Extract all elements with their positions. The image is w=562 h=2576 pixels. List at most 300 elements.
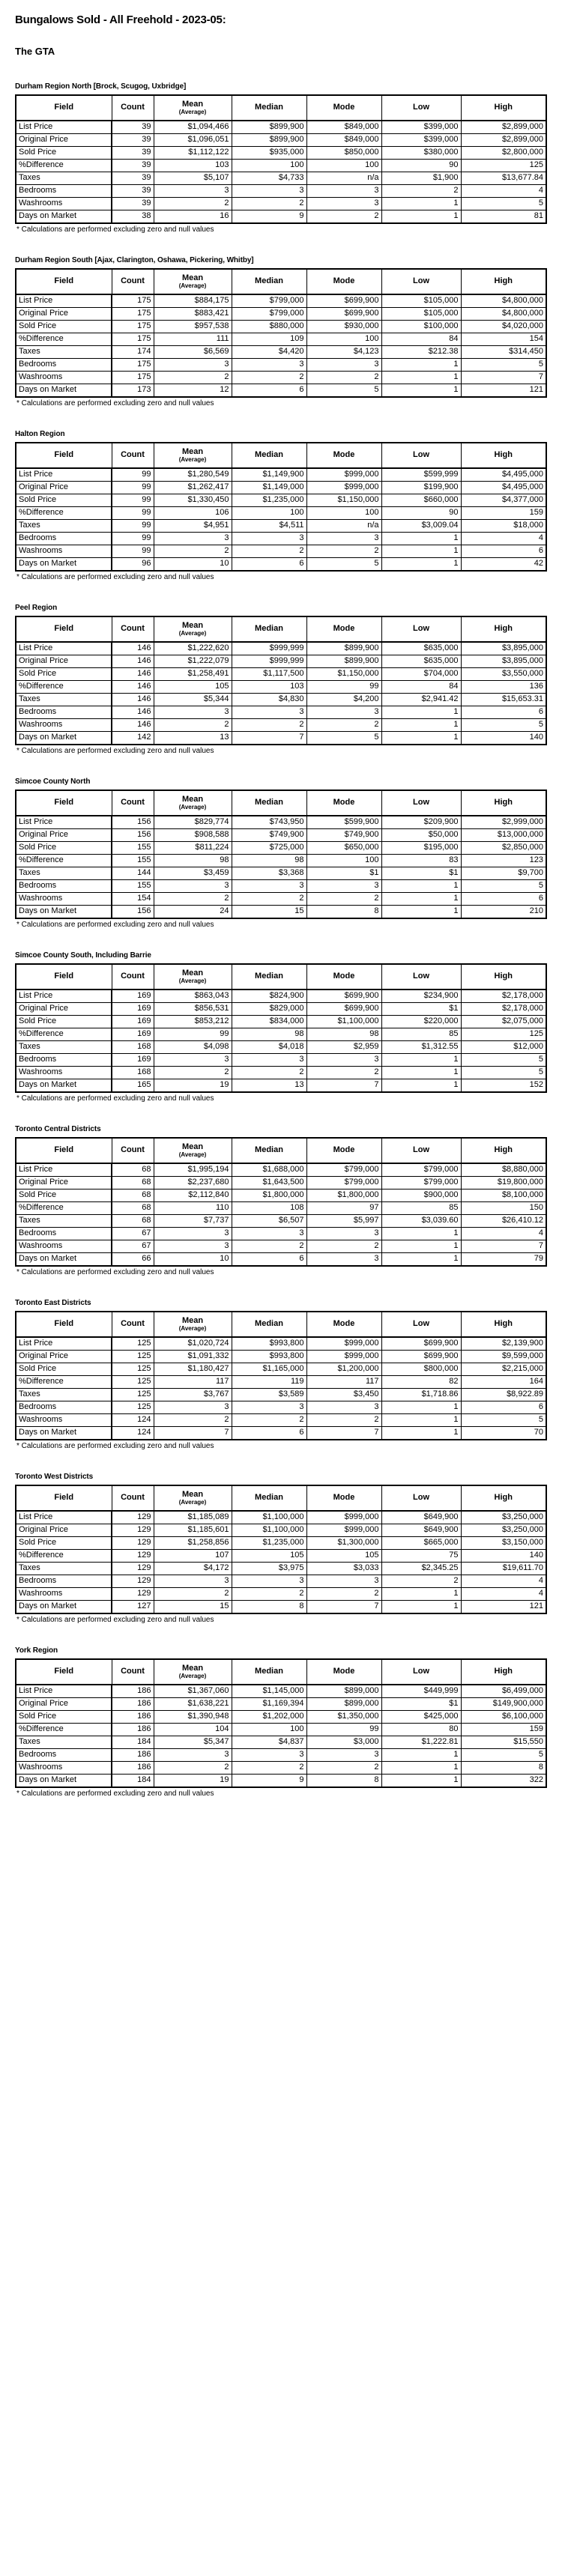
cell-high: 159	[461, 507, 546, 520]
cell-mean: 3	[154, 1054, 232, 1067]
table-row	[16, 694, 546, 706]
table-header-row	[16, 1659, 546, 1685]
cell-mean: $1,390,948	[154, 1711, 232, 1724]
cell-median: $1,202,000	[232, 1711, 306, 1724]
cell-high: $4,377,000	[461, 494, 546, 507]
table-row	[16, 1202, 546, 1215]
cell-median: 3	[232, 1401, 306, 1414]
column-header-median: Median	[232, 95, 306, 121]
cell-field: Taxes	[16, 694, 112, 706]
cell-mode: 100	[306, 160, 381, 172]
column-header-mode: Mode	[306, 1312, 381, 1337]
column-header-mean-sub: (Average)	[178, 1672, 207, 1679]
cell-field: Sold Price	[16, 321, 112, 333]
cell-count: 125	[112, 1401, 154, 1414]
cell-count: 129	[112, 1537, 154, 1550]
cell-mode: $849,000	[306, 121, 381, 134]
cell-mode: 98	[306, 1028, 381, 1041]
cell-field: Washrooms	[16, 719, 112, 732]
table-row	[16, 1762, 546, 1775]
cell-mean: 3	[154, 1228, 232, 1240]
cell-high: 5	[461, 880, 546, 893]
cell-field: %Difference	[16, 1376, 112, 1389]
table-row	[16, 1351, 546, 1363]
cell-high: $2,800,000	[461, 147, 546, 160]
cell-count: 68	[112, 1163, 154, 1177]
cell-low: $212.38	[381, 346, 461, 359]
table-row	[16, 384, 546, 398]
cell-median: 2	[232, 372, 306, 384]
cell-count: 39	[112, 147, 154, 160]
column-header-median: Median	[232, 1485, 306, 1511]
cell-low: $1,222.81	[381, 1736, 461, 1749]
cell-median: $3,589	[232, 1389, 306, 1401]
cell-median: $4,018	[232, 1041, 306, 1054]
column-header-median: Median	[232, 269, 306, 294]
cell-median: $1,235,000	[232, 494, 306, 507]
cell-high: 5	[461, 1067, 546, 1079]
cell-mean: 3	[154, 1575, 232, 1588]
cell-count: 39	[112, 185, 154, 198]
table-row	[16, 1736, 546, 1749]
cell-median: 98	[232, 1028, 306, 1041]
cell-mean: $1,094,466	[154, 121, 232, 134]
table-row	[16, 642, 546, 655]
cell-median: 7	[232, 732, 306, 745]
cell-mode: 5	[306, 558, 381, 572]
column-header-mean-main: Mean	[181, 1664, 204, 1673]
cell-count: 169	[112, 1054, 154, 1067]
cell-low: 1	[381, 1588, 461, 1601]
cell-median: $799,000	[232, 294, 306, 308]
cell-median: $4,830	[232, 694, 306, 706]
cell-low: 1	[381, 1775, 461, 1788]
cell-mode: 3	[306, 1401, 381, 1414]
cell-low: 1	[381, 1414, 461, 1427]
cell-count: 186	[112, 1711, 154, 1724]
cell-high: $4,495,000	[461, 468, 546, 482]
cell-high: $4,495,000	[461, 482, 546, 494]
cell-mode: $1,150,000	[306, 494, 381, 507]
cell-mean: $7,737	[154, 1215, 232, 1228]
table-row	[16, 1698, 546, 1711]
column-header-count: Count	[112, 790, 154, 816]
cell-mean: 16	[154, 210, 232, 224]
cell-mode: $899,900	[306, 655, 381, 668]
cell-field: Washrooms	[16, 198, 112, 210]
column-header-mean-main: Mean	[181, 1142, 204, 1152]
column-header-mean-sub: (Average)	[178, 1324, 207, 1332]
cell-median: $1,149,000	[232, 482, 306, 494]
cell-mean: $5,344	[154, 694, 232, 706]
cell-count: 99	[112, 507, 154, 520]
column-header-mode: Mode	[306, 790, 381, 816]
cell-mean: $1,091,332	[154, 1351, 232, 1363]
region-section	[9, 778, 553, 929]
cell-count: 174	[112, 346, 154, 359]
cell-median: 98	[232, 855, 306, 867]
cell-field: Days on Market	[16, 906, 112, 919]
cell-count: 146	[112, 706, 154, 719]
cell-mode: 5	[306, 384, 381, 398]
cell-high: $26,410.12	[461, 1215, 546, 1228]
cell-mean: 3	[154, 359, 232, 372]
column-header-mean-sub: (Average)	[178, 108, 207, 115]
cell-low: 1	[381, 545, 461, 558]
table-row	[16, 1414, 546, 1427]
cell-median: $1,145,000	[232, 1685, 306, 1698]
cell-count: 186	[112, 1685, 154, 1698]
cell-mean: $1,096,051	[154, 134, 232, 147]
cell-count: 99	[112, 545, 154, 558]
cell-mode: 3	[306, 1228, 381, 1240]
cell-median: $999,999	[232, 642, 306, 655]
table-row	[16, 1524, 546, 1537]
table-row	[16, 829, 546, 842]
column-header-count: Count	[112, 95, 154, 121]
column-header-mean-sub: (Average)	[178, 1151, 207, 1158]
column-header-mean	[154, 269, 232, 294]
cell-field: %Difference	[16, 855, 112, 867]
column-header-low: Low	[381, 790, 461, 816]
table-row	[16, 867, 546, 880]
cell-low: 1	[381, 533, 461, 545]
cell-median: 3	[232, 1749, 306, 1762]
column-header-count: Count	[112, 964, 154, 990]
table-row	[16, 1028, 546, 1041]
cell-mode: 2	[306, 1588, 381, 1601]
cell-mean: $5,347	[154, 1736, 232, 1749]
cell-median: 100	[232, 1724, 306, 1736]
table-header-row	[16, 1485, 546, 1511]
cell-count: 39	[112, 160, 154, 172]
cell-high: $3,895,000	[461, 655, 546, 668]
cell-mode: 3	[306, 880, 381, 893]
cell-count: 168	[112, 1041, 154, 1054]
cell-field: Bedrooms	[16, 880, 112, 893]
cell-field: Washrooms	[16, 545, 112, 558]
column-header-low: Low	[381, 269, 461, 294]
column-header-mean-main: Mean	[181, 100, 204, 109]
cell-high: 4	[461, 1575, 546, 1588]
table-row	[16, 372, 546, 384]
cell-mean: $863,043	[154, 990, 232, 1003]
cell-mean: $1,020,724	[154, 1337, 232, 1351]
cell-field: Original Price	[16, 1003, 112, 1016]
cell-mode: $650,000	[306, 842, 381, 855]
cell-low: 85	[381, 1202, 461, 1215]
region-title: Simcoe County North	[15, 778, 91, 786]
cell-low: 1	[381, 1749, 461, 1762]
cell-median: 103	[232, 681, 306, 694]
cell-field: Days on Market	[16, 1775, 112, 1788]
cell-high: 150	[461, 1202, 546, 1215]
column-header-count: Count	[112, 269, 154, 294]
table-row	[16, 359, 546, 372]
cell-mean: 3	[154, 1749, 232, 1762]
cell-low: 84	[381, 681, 461, 694]
cell-low: 1	[381, 210, 461, 224]
cell-mean: $856,531	[154, 1003, 232, 1016]
cell-mode: $699,900	[306, 990, 381, 1003]
cell-mode: $999,000	[306, 1524, 381, 1537]
table-row	[16, 1401, 546, 1414]
cell-mode: $999,000	[306, 482, 381, 494]
cell-field: Washrooms	[16, 1588, 112, 1601]
cell-low: 1	[381, 1054, 461, 1067]
column-header-high: High	[461, 443, 546, 468]
cell-mode: 2	[306, 545, 381, 558]
cell-field: Original Price	[16, 829, 112, 842]
cell-high: $3,550,000	[461, 668, 546, 681]
table-row	[16, 1537, 546, 1550]
cell-count: 127	[112, 1601, 154, 1614]
column-header-low: Low	[381, 1138, 461, 1163]
cell-high: 121	[461, 1601, 546, 1614]
stats-table	[15, 1485, 547, 1614]
cell-mean: 10	[154, 1253, 232, 1267]
cell-high: 123	[461, 855, 546, 867]
cell-mean: $4,098	[154, 1041, 232, 1054]
cell-mode: $1,800,000	[306, 1189, 381, 1202]
cell-field: %Difference	[16, 507, 112, 520]
cell-mean: 10	[154, 558, 232, 572]
cell-low: $105,000	[381, 308, 461, 321]
cell-high: $2,178,000	[461, 990, 546, 1003]
cell-mean: 2	[154, 1762, 232, 1775]
cell-count: 186	[112, 1724, 154, 1736]
cell-low: 1	[381, 732, 461, 745]
cell-median: $4,837	[232, 1736, 306, 1749]
cell-median: $1,100,000	[232, 1511, 306, 1524]
cell-low: $2,345.25	[381, 1563, 461, 1575]
table-row	[16, 1601, 546, 1614]
cell-count: 142	[112, 732, 154, 745]
cell-median: $6,507	[232, 1215, 306, 1228]
cell-median: $993,800	[232, 1337, 306, 1351]
stats-table	[15, 790, 547, 919]
column-header-count: Count	[112, 1312, 154, 1337]
cell-mode: $799,000	[306, 1163, 381, 1177]
cell-field: Washrooms	[16, 1762, 112, 1775]
cell-field: Taxes	[16, 1389, 112, 1401]
cell-field: Original Price	[16, 1177, 112, 1189]
cell-field: Days on Market	[16, 732, 112, 745]
stats-table	[15, 442, 547, 572]
cell-low: $50,000	[381, 829, 461, 842]
cell-count: 175	[112, 333, 154, 346]
cell-field: Sold Price	[16, 1537, 112, 1550]
cell-median: $993,800	[232, 1351, 306, 1363]
cell-mean: $829,774	[154, 816, 232, 829]
column-header-mean	[154, 616, 232, 642]
cell-low: 84	[381, 333, 461, 346]
table-row	[16, 507, 546, 520]
column-header-field: Field	[16, 616, 112, 642]
table-row	[16, 1215, 546, 1228]
cell-low: $1,312.55	[381, 1041, 461, 1054]
cell-low: $800,000	[381, 1363, 461, 1376]
cell-mean: 3	[154, 1401, 232, 1414]
cell-mean: $1,330,450	[154, 494, 232, 507]
cell-low: $399,000	[381, 134, 461, 147]
cell-low: $660,000	[381, 494, 461, 507]
cell-mean: 2	[154, 719, 232, 732]
region-section	[9, 430, 553, 581]
cell-median: 3	[232, 359, 306, 372]
cell-mode: 5	[306, 732, 381, 745]
cell-low: 75	[381, 1550, 461, 1563]
cell-high: 5	[461, 1749, 546, 1762]
cell-mean: $1,180,427	[154, 1363, 232, 1376]
cell-low: $105,000	[381, 294, 461, 308]
cell-median: $1,100,000	[232, 1524, 306, 1537]
cell-field: Sold Price	[16, 494, 112, 507]
region-section	[9, 951, 553, 1103]
table-row	[16, 1041, 546, 1054]
cell-field: Bedrooms	[16, 1575, 112, 1588]
cell-high: 140	[461, 732, 546, 745]
cell-median: 2	[232, 1067, 306, 1079]
region-title: Durham Region North [Brock, Scugog, Uxbridge]	[15, 82, 187, 91]
cell-mode: $5,997	[306, 1215, 381, 1228]
cell-field: List Price	[16, 468, 112, 482]
cell-median: 2	[232, 1762, 306, 1775]
cell-low: $900,000	[381, 1189, 461, 1202]
cell-median: $749,900	[232, 829, 306, 842]
stats-table	[15, 1658, 547, 1788]
cell-count: 125	[112, 1389, 154, 1401]
region-title: Halton Region	[15, 430, 65, 438]
cell-high: $2,178,000	[461, 1003, 546, 1016]
cell-median: $1,800,000	[232, 1189, 306, 1202]
cell-field: Washrooms	[16, 1240, 112, 1253]
cell-field: Days on Market	[16, 1427, 112, 1440]
cell-median: $3,975	[232, 1563, 306, 1575]
cell-high: $13,677.84	[461, 172, 546, 185]
table-row	[16, 668, 546, 681]
cell-mean: 19	[154, 1079, 232, 1093]
cell-mean: $1,262,417	[154, 482, 232, 494]
cell-mode: 100	[306, 333, 381, 346]
table-row	[16, 1240, 546, 1253]
cell-mode: $999,000	[306, 468, 381, 482]
cell-mean: $1,185,601	[154, 1524, 232, 1537]
cell-high: 154	[461, 333, 546, 346]
cell-mean: 106	[154, 507, 232, 520]
cell-low: $635,000	[381, 642, 461, 655]
cell-high: $3,150,000	[461, 1537, 546, 1550]
region-section	[9, 604, 553, 755]
cell-field: Bedrooms	[16, 359, 112, 372]
cell-low: 83	[381, 855, 461, 867]
region-section	[9, 1473, 553, 1624]
column-header-mode: Mode	[306, 95, 381, 121]
cell-mode: 3	[306, 1253, 381, 1267]
cell-mode: $4,123	[306, 346, 381, 359]
cell-median: 2	[232, 719, 306, 732]
cell-mode: $4,200	[306, 694, 381, 706]
cell-median: 2	[232, 1414, 306, 1427]
cell-count: 129	[112, 1563, 154, 1575]
footnote: * Calculations are performed excluding zero and null values	[16, 1094, 214, 1103]
cell-median: $3,368	[232, 867, 306, 880]
cell-high: $2,139,900	[461, 1337, 546, 1351]
table-row	[16, 990, 546, 1003]
cell-low: $2,941.42	[381, 694, 461, 706]
cell-mode: 7	[306, 1079, 381, 1093]
cell-high: 164	[461, 1376, 546, 1389]
cell-high: 152	[461, 1079, 546, 1093]
stats-table	[15, 963, 547, 1093]
cell-low: $209,900	[381, 816, 461, 829]
cell-low: $635,000	[381, 655, 461, 668]
cell-mode: $1,100,000	[306, 1016, 381, 1028]
cell-field: Original Price	[16, 1698, 112, 1711]
cell-mean: 103	[154, 160, 232, 172]
cell-low: 1	[381, 558, 461, 572]
cell-low: 1	[381, 880, 461, 893]
cell-count: 67	[112, 1240, 154, 1253]
cell-low: 1	[381, 906, 461, 919]
cell-high: 125	[461, 160, 546, 172]
cell-count: 66	[112, 1253, 154, 1267]
stats-table	[15, 94, 547, 224]
table-row	[16, 1163, 546, 1177]
cell-mean: 98	[154, 855, 232, 867]
region-title: Toronto Central Districts	[15, 1125, 101, 1133]
cell-field: List Price	[16, 816, 112, 829]
table-row	[16, 706, 546, 719]
cell-count: 146	[112, 681, 154, 694]
cell-high: $314,450	[461, 346, 546, 359]
table-row	[16, 1054, 546, 1067]
table-header-row	[16, 443, 546, 468]
column-header-low: Low	[381, 1485, 461, 1511]
cell-count: 99	[112, 520, 154, 533]
cell-low: 90	[381, 507, 461, 520]
cell-count: 169	[112, 990, 154, 1003]
cell-count: 99	[112, 533, 154, 545]
cell-count: 173	[112, 384, 154, 398]
cell-high: $18,000	[461, 520, 546, 533]
cell-high: 70	[461, 1427, 546, 1440]
cell-median: 13	[232, 1079, 306, 1093]
cell-high: $3,895,000	[461, 642, 546, 655]
column-header-mean-sub: (Average)	[178, 455, 207, 463]
cell-field: Days on Market	[16, 1253, 112, 1267]
page-subtitle: The GTA	[15, 46, 55, 57]
region-section	[9, 1125, 553, 1276]
cell-mean: $1,995,194	[154, 1163, 232, 1177]
cell-mode: 117	[306, 1376, 381, 1389]
footnote: * Calculations are performed excluding zero and null values	[16, 225, 214, 234]
cell-field: Days on Market	[16, 1079, 112, 1093]
cell-median: 6	[232, 384, 306, 398]
cell-count: 39	[112, 134, 154, 147]
cell-count: 154	[112, 893, 154, 906]
cell-mean: 3	[154, 533, 232, 545]
cell-mean: 24	[154, 906, 232, 919]
column-header-mean-main: Mean	[181, 969, 204, 978]
cell-count: 99	[112, 468, 154, 482]
cell-field: Taxes	[16, 346, 112, 359]
cell-median: 109	[232, 333, 306, 346]
cell-low: 1	[381, 1762, 461, 1775]
cell-median: $1,117,500	[232, 668, 306, 681]
cell-median: 3	[232, 1575, 306, 1588]
cell-low: 2	[381, 1575, 461, 1588]
